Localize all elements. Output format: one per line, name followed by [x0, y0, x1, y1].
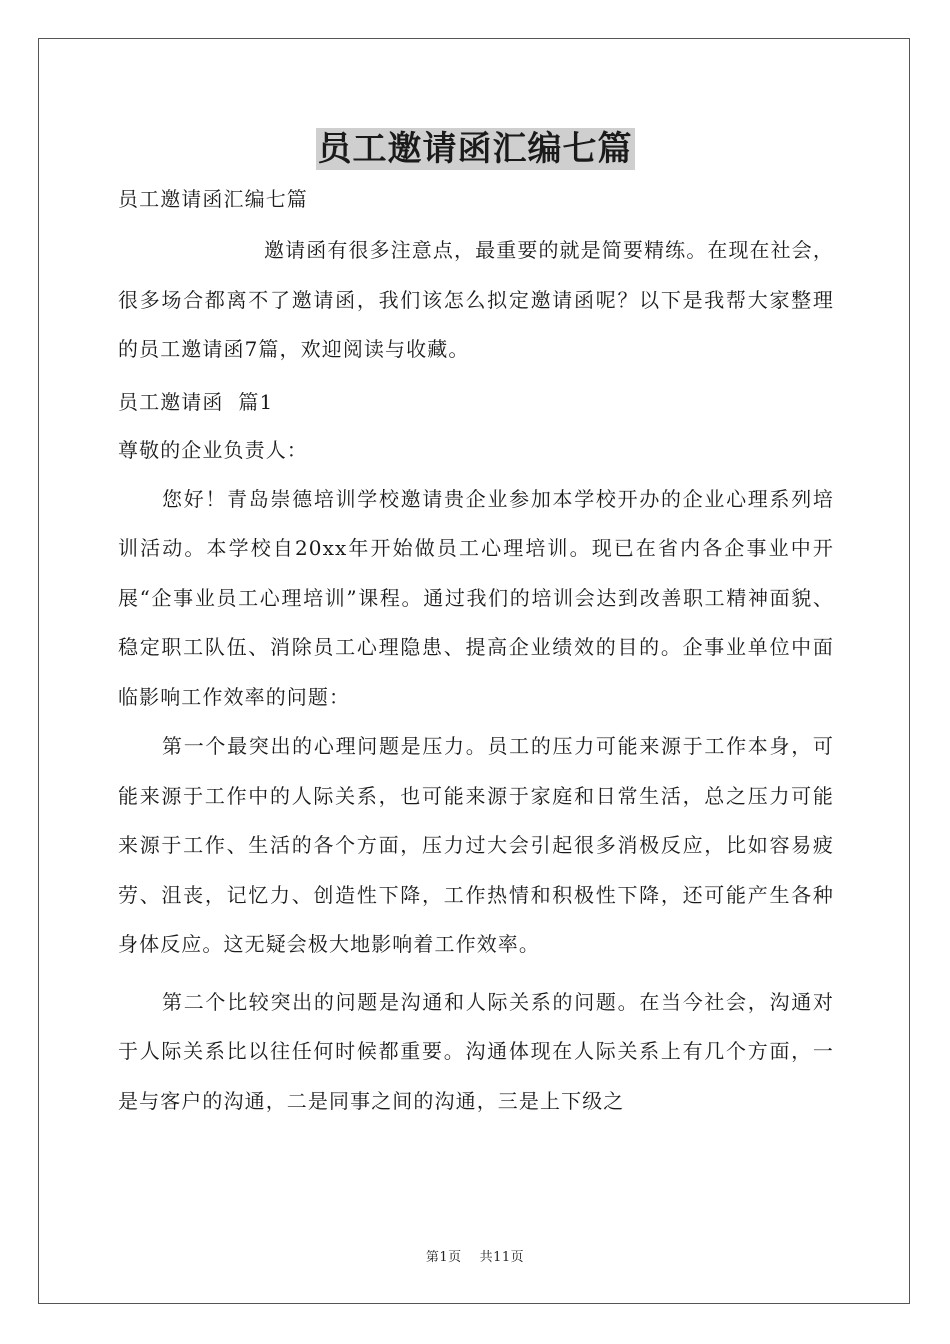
- salutation: 尊敬的企业负责人：: [118, 437, 308, 462]
- body-paragraph: 第二个比较突出的问题是沟通和人际关系的问题。在当今社会，沟通对于人际关系比以往任何时候都重要。沟通体现在人际关系上有几个方面，一是与客户的沟通，二是同事之间的沟通，三是上下级之: [118, 989, 834, 1113]
- title-container: [0, 128, 950, 170]
- page-number: 第1页: [425, 1250, 462, 1265]
- section-heading: 员工邀请函 篇1: [118, 389, 274, 414]
- document-title: 员工邀请函汇编七篇: [317, 129, 633, 169]
- page-footer: [0, 1246, 950, 1265]
- intro-paragraph: 邀请函有很多注意点，最重要的就是简要精练。在现在社会，很多场合都离不了邀请函，我们该怎么拟定邀请函呢？以下是我帮大家整理的员工邀请函7篇，欢迎阅读与收藏。: [118, 238, 834, 361]
- document-subtitle: 员工邀请函汇编七篇: [118, 187, 308, 211]
- body-paragraph: 第一个最突出的心理问题是压力。员工的压力可能来源于工作本身，可能来源于工作中的人际关系，也可能来源于家庭和日常生活，总之压力可能来源于工作、生活的各个方面，压力过大会引起很多消极反应，比如容易疲劳、沮丧，记忆力、创造性下降，工作热情和积极性下降，还可能产生各种身体反应。这无疑会极大地影响着工作效率。: [118, 734, 834, 956]
- body-paragraph: 您好！青岛崇德培训学校邀请贵企业参加本学校开办的企业心理系列培训活动。本学校自20xx年开始做员工心理培训。现已在省内各企事业中开展“企事业员工心理培训”课程。通过我们的培训会达到改善职工精神面貌、稳定职工队伍、消除员工心理隐患、提高企业绩效的目的。企事业单位中面临影响工作效率的问题：: [118, 486, 834, 709]
- document-body: [118, 180, 834, 1126]
- page-total: 共11页: [479, 1250, 525, 1265]
